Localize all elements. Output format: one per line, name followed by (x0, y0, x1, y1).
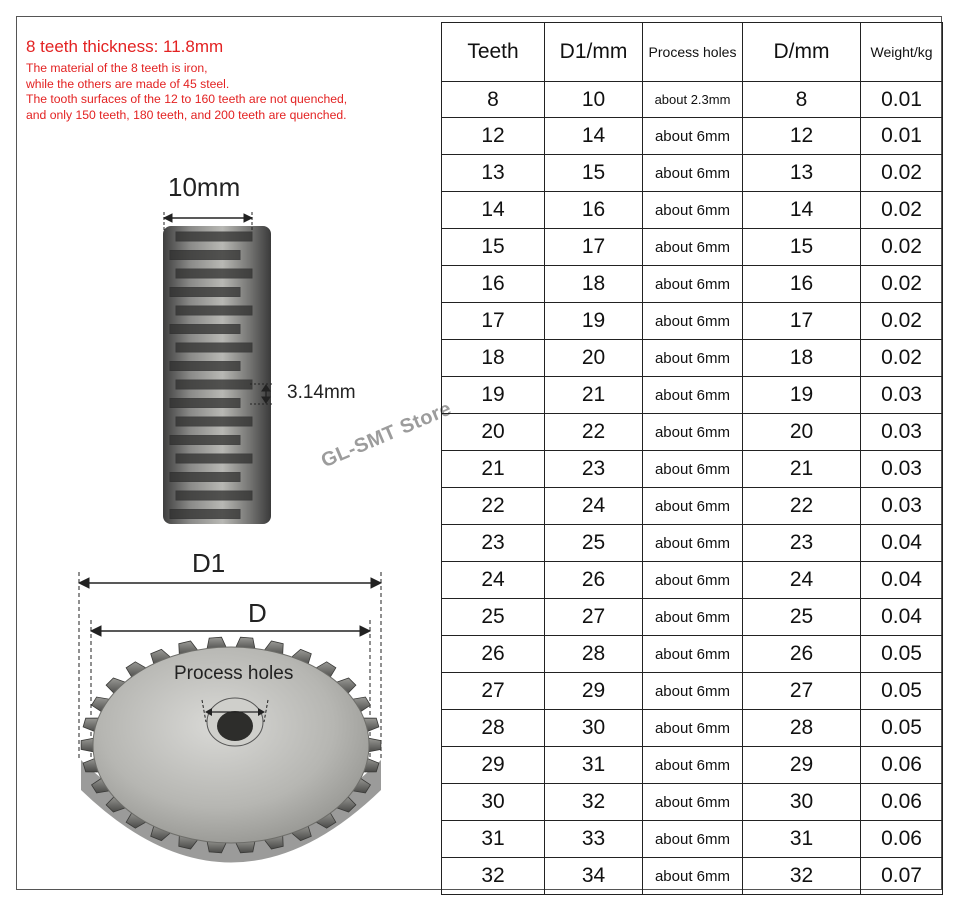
cell-d: 12 (743, 118, 861, 155)
cell-weight: 0.05 (861, 636, 943, 673)
cell-process-holes: about 6mm (643, 784, 743, 821)
cell-process-holes: about 6mm (643, 192, 743, 229)
cell-teeth: 28 (442, 710, 545, 747)
header-teeth: Teeth (442, 23, 545, 82)
table-row (442, 710, 943, 747)
cell-d1: 16 (545, 192, 643, 229)
cell-teeth: 15 (442, 229, 545, 266)
table-row (442, 858, 943, 895)
cell-weight: 0.02 (861, 229, 943, 266)
cell-weight: 0.04 (861, 599, 943, 636)
cell-teeth: 22 (442, 488, 545, 525)
cell-process-holes: about 6mm (643, 340, 743, 377)
spec-table (441, 22, 943, 895)
notes-line: The material of the 8 teeth is iron, (26, 61, 208, 75)
cell-process-holes: about 6mm (643, 451, 743, 488)
cell-teeth: 21 (442, 451, 545, 488)
store-watermark: GL-SMT Store (318, 397, 455, 473)
cell-weight: 0.03 (861, 488, 943, 525)
cell-process-holes: about 6mm (643, 266, 743, 303)
cell-teeth: 19 (442, 377, 545, 414)
cell-d1: 24 (545, 488, 643, 525)
table-row (442, 82, 943, 118)
cell-weight: 0.04 (861, 562, 943, 599)
table-row (442, 118, 943, 155)
cell-process-holes: about 6mm (643, 229, 743, 266)
cell-d: 29 (743, 747, 861, 784)
table-row (442, 266, 943, 303)
cell-d1: 25 (545, 525, 643, 562)
cell-teeth: 32 (442, 858, 545, 895)
cell-weight: 0.02 (861, 340, 943, 377)
illustration-labels (20, 160, 440, 890)
table-row (442, 303, 943, 340)
cell-process-holes: about 6mm (643, 673, 743, 710)
cell-process-holes: about 6mm (643, 303, 743, 340)
table-body (442, 82, 943, 895)
cell-process-holes: about 6mm (643, 710, 743, 747)
width-label: 10mm (168, 172, 241, 202)
cell-teeth: 27 (442, 673, 545, 710)
cell-process-holes: about 6mm (643, 747, 743, 784)
cell-d: 23 (743, 525, 861, 562)
cell-d1: 10 (545, 82, 643, 118)
cell-process-holes: about 2.3mm (643, 82, 743, 118)
cell-d1: 28 (545, 636, 643, 673)
cell-process-holes: about 6mm (643, 118, 743, 155)
cell-teeth: 30 (442, 784, 545, 821)
table-row (442, 451, 943, 488)
table-row (442, 525, 943, 562)
cell-d: 16 (743, 266, 861, 303)
cell-weight: 0.03 (861, 451, 943, 488)
cell-teeth: 24 (442, 562, 545, 599)
cell-d: 15 (743, 229, 861, 266)
d1-label: D1 (192, 548, 226, 578)
cell-weight: 0.07 (861, 858, 943, 895)
cell-d1: 19 (545, 303, 643, 340)
cell-d: 24 (743, 562, 861, 599)
cell-d1: 20 (545, 340, 643, 377)
cell-teeth: 8 (442, 82, 545, 118)
header-weight: Weight/kg (861, 23, 943, 82)
cell-process-holes: about 6mm (643, 562, 743, 599)
cell-d: 17 (743, 303, 861, 340)
cell-d: 28 (743, 710, 861, 747)
cell-d: 8 (743, 82, 861, 118)
cell-d1: 29 (545, 673, 643, 710)
table-row (442, 488, 943, 525)
cell-d: 32 (743, 858, 861, 895)
cell-teeth: 12 (442, 118, 545, 155)
cell-d: 21 (743, 451, 861, 488)
header-d: D/mm (743, 23, 861, 82)
notes-title: 8 teeth thickness: 11.8mm (26, 37, 224, 56)
cell-weight: 0.02 (861, 155, 943, 192)
table-row (442, 673, 943, 710)
cell-process-holes: about 6mm (643, 858, 743, 895)
cell-teeth: 17 (442, 303, 545, 340)
cell-d: 18 (743, 340, 861, 377)
cell-teeth: 29 (442, 747, 545, 784)
cell-d: 19 (743, 377, 861, 414)
cell-teeth: 16 (442, 266, 545, 303)
table-row (442, 229, 943, 266)
cell-d1: 34 (545, 858, 643, 895)
header-process-holes: Process holes (643, 23, 743, 82)
cell-d1: 14 (545, 118, 643, 155)
cell-weight: 0.04 (861, 525, 943, 562)
table-row (442, 636, 943, 673)
table-row (442, 414, 943, 451)
d-label: D (248, 598, 267, 628)
table-row (442, 784, 943, 821)
cell-d1: 30 (545, 710, 643, 747)
notes-line: while the others are made of 45 steel. (26, 76, 230, 91)
cell-d1: 22 (545, 414, 643, 451)
cell-d: 27 (743, 673, 861, 710)
cell-process-holes: about 6mm (643, 599, 743, 636)
cell-process-holes: about 6mm (643, 636, 743, 673)
cell-weight: 0.06 (861, 784, 943, 821)
cell-teeth: 13 (442, 155, 545, 192)
cell-d1: 23 (545, 451, 643, 488)
table-row (442, 155, 943, 192)
cell-weight: 0.06 (861, 747, 943, 784)
cell-teeth: 31 (442, 821, 545, 858)
table-header-row (442, 23, 943, 82)
cell-weight: 0.03 (861, 377, 943, 414)
cell-d1: 32 (545, 784, 643, 821)
cell-d: 14 (743, 192, 861, 229)
cell-d: 13 (743, 155, 861, 192)
cell-weight: 0.05 (861, 710, 943, 747)
cell-d1: 17 (545, 229, 643, 266)
cell-d: 22 (743, 488, 861, 525)
cell-weight: 0.05 (861, 673, 943, 710)
cell-d: 30 (743, 784, 861, 821)
cell-weight: 0.06 (861, 821, 943, 858)
cell-weight: 0.02 (861, 266, 943, 303)
cell-teeth: 18 (442, 340, 545, 377)
header-d1: D1/mm (545, 23, 643, 82)
cell-d1: 27 (545, 599, 643, 636)
cell-weight: 0.01 (861, 82, 943, 118)
cell-d: 25 (743, 599, 861, 636)
cell-d1: 18 (545, 266, 643, 303)
cell-weight: 0.02 (861, 192, 943, 229)
cell-d1: 15 (545, 155, 643, 192)
cell-process-holes: about 6mm (643, 821, 743, 858)
cell-d: 20 (743, 414, 861, 451)
cell-weight: 0.01 (861, 118, 943, 155)
cell-teeth: 25 (442, 599, 545, 636)
cell-weight: 0.02 (861, 303, 943, 340)
cell-d1: 21 (545, 377, 643, 414)
table-row (442, 747, 943, 784)
cell-teeth: 20 (442, 414, 545, 451)
table-row (442, 599, 943, 636)
pitch-label: 3.14mm (287, 382, 356, 403)
cell-teeth: 14 (442, 192, 545, 229)
cell-teeth: 26 (442, 636, 545, 673)
cell-d: 26 (743, 636, 861, 673)
process-holes-label: Process holes (174, 663, 294, 684)
table-row (442, 192, 943, 229)
cell-process-holes: about 6mm (643, 377, 743, 414)
cell-d1: 26 (545, 562, 643, 599)
notes-line: and only 150 teeth, 180 teeth, and 200 teeth are quenched. (26, 107, 347, 122)
cell-process-holes: about 6mm (643, 414, 743, 451)
cell-d1: 33 (545, 821, 643, 858)
cell-process-holes: about 6mm (643, 525, 743, 562)
cell-process-holes: about 6mm (643, 155, 743, 192)
table-row (442, 562, 943, 599)
table-row (442, 340, 943, 377)
cell-d: 31 (743, 821, 861, 858)
table-row (442, 821, 943, 858)
cell-weight: 0.03 (861, 414, 943, 451)
cell-teeth: 23 (442, 525, 545, 562)
table-row (442, 377, 943, 414)
cell-d1: 31 (545, 747, 643, 784)
cell-process-holes: about 6mm (643, 488, 743, 525)
notes-line: The tooth surfaces of the 12 to 160 teeth are not quenched, (26, 92, 348, 106)
